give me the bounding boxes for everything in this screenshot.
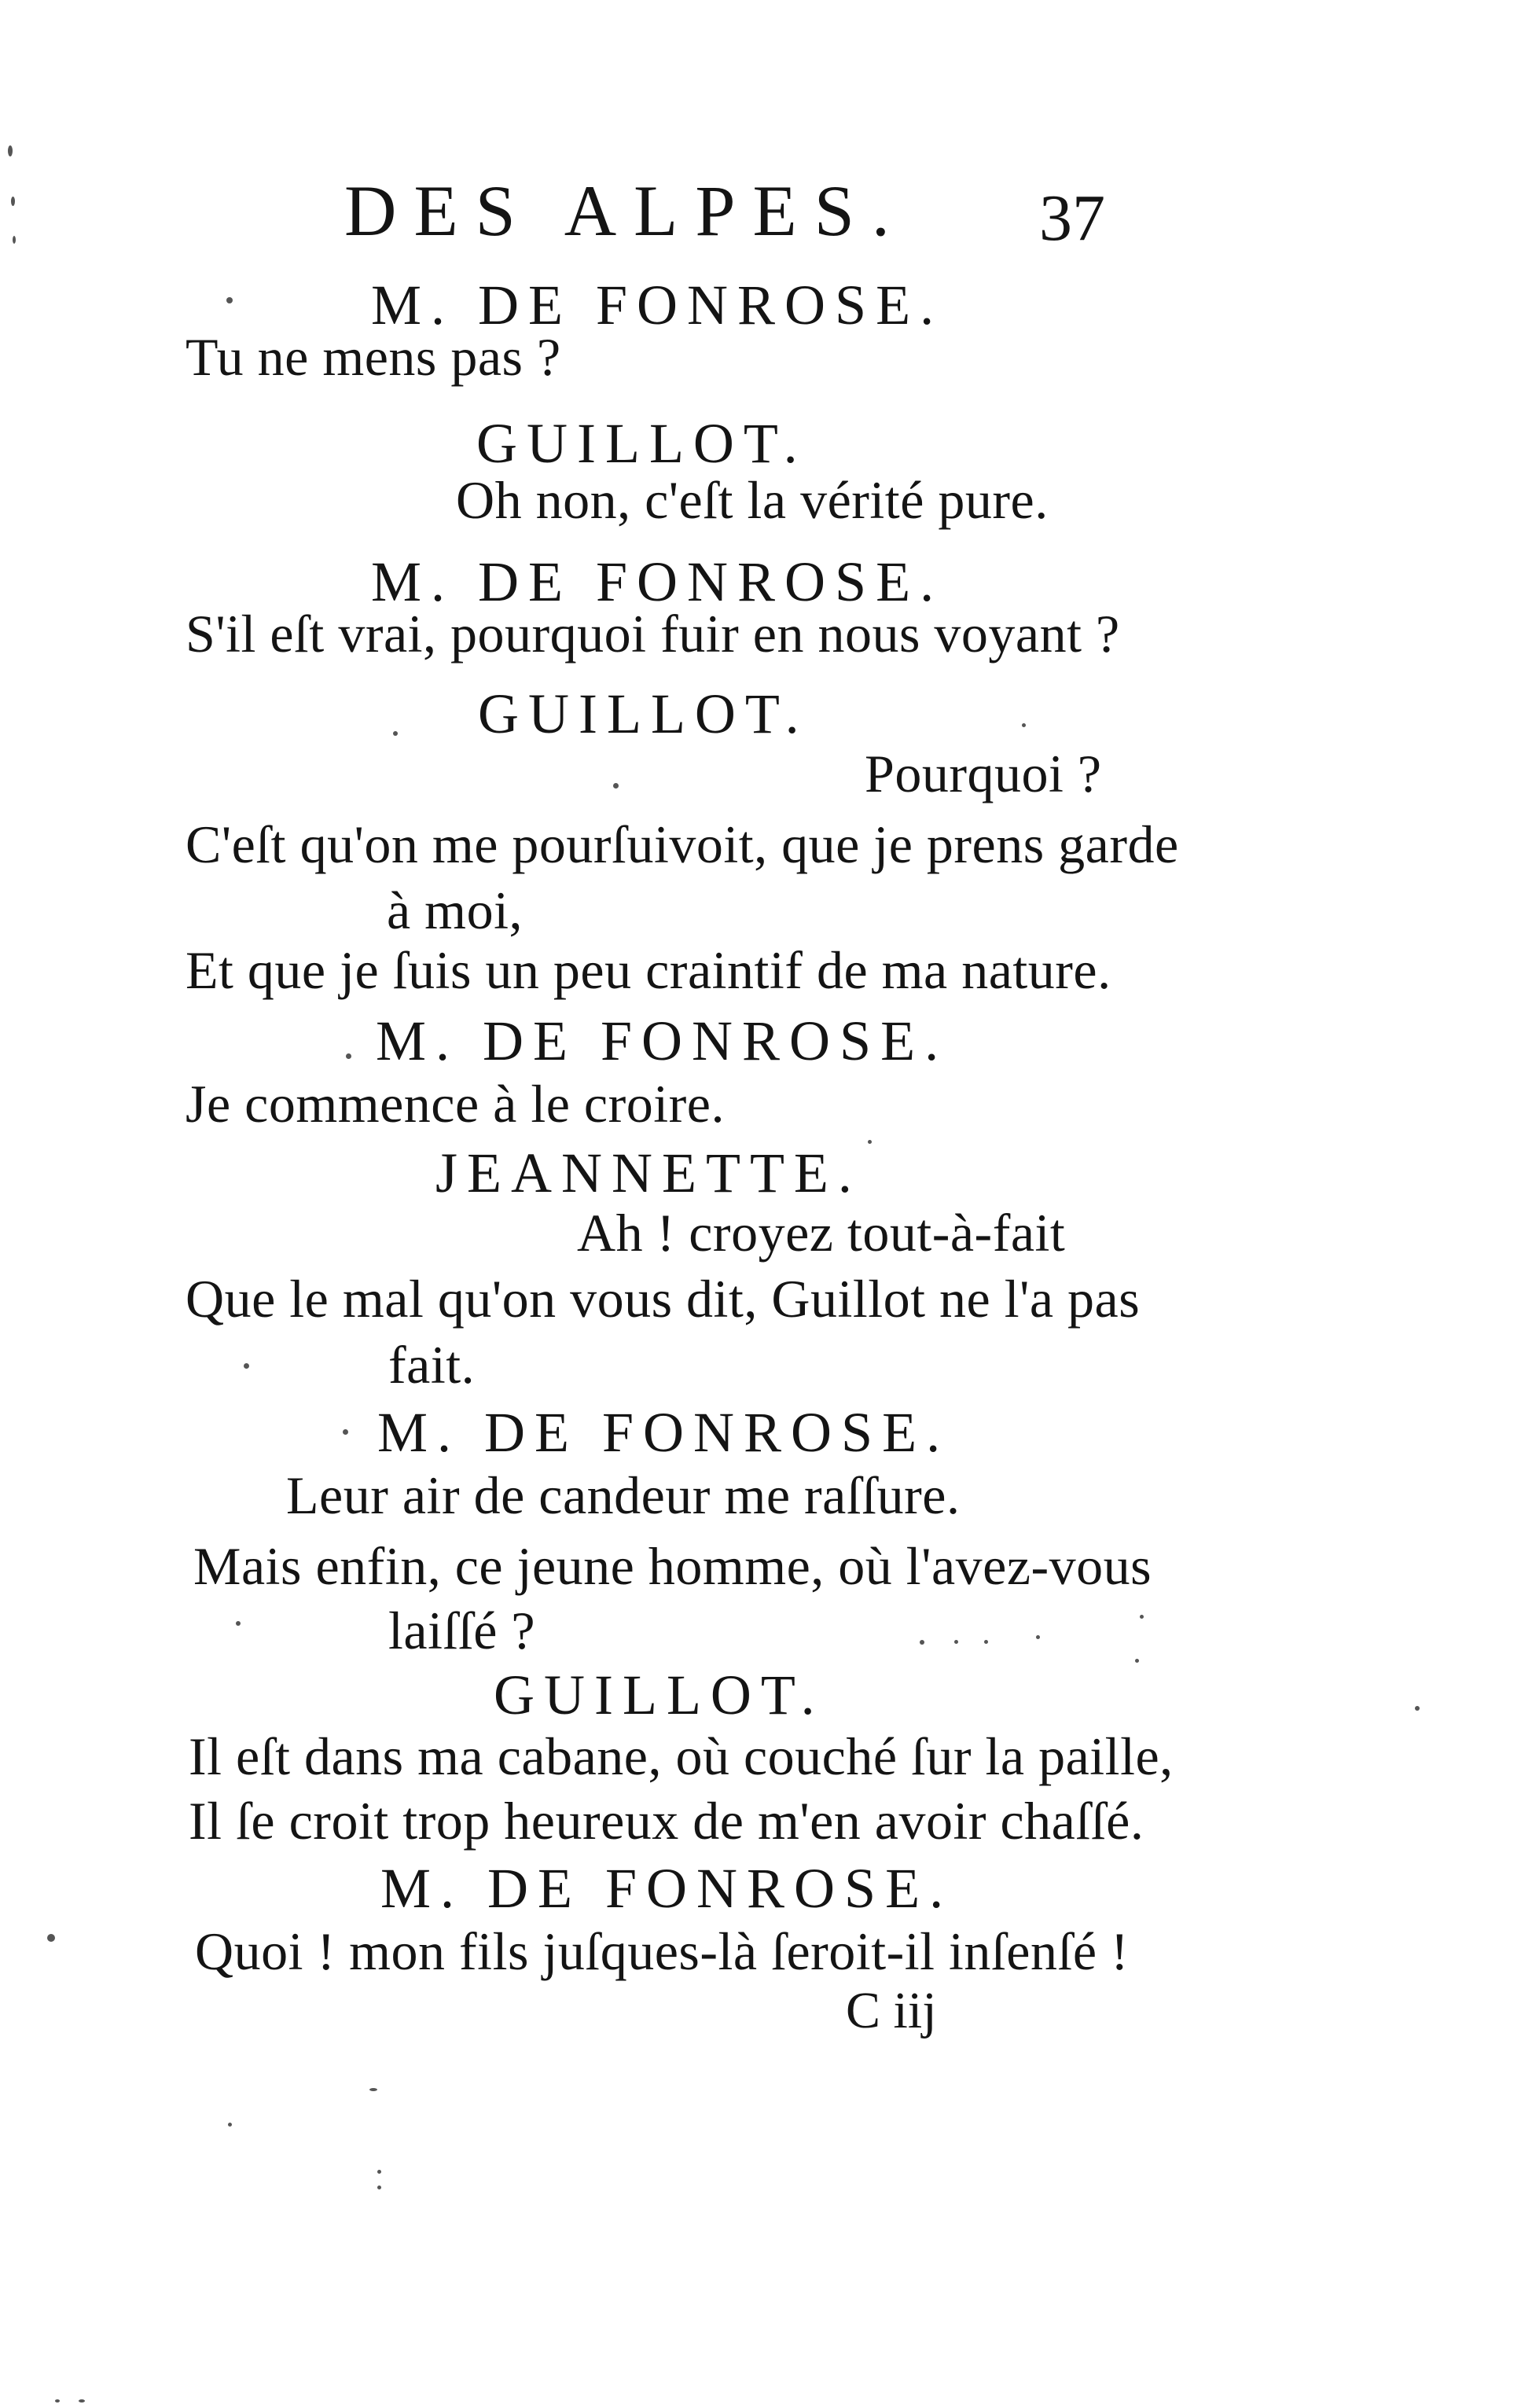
speaker-name: M. DE FONROSE. xyxy=(376,1009,949,1072)
scan-speck xyxy=(984,1640,988,1644)
scan-speck xyxy=(868,1140,872,1144)
verse-line: fait. xyxy=(388,1335,476,1395)
verse-line: Ah ! croyez tout-à-fait xyxy=(577,1203,1066,1263)
verse-line: Mais enfin, ce jeune homme, où l'avez-vous xyxy=(193,1536,1152,1596)
verse-line: C'eſt qu'on me pourſuivoit, que je prens garde xyxy=(186,814,1179,874)
running-title: DES ALPES. xyxy=(344,171,907,251)
scan-speck xyxy=(1415,1706,1420,1711)
scan-speck xyxy=(377,2170,381,2174)
verse-line: Oh non, c'eſt la vérité pure. xyxy=(456,470,1049,530)
scan-speck xyxy=(1140,1615,1144,1619)
scan-speck xyxy=(1022,723,1026,727)
scan-speck xyxy=(346,1053,351,1059)
scan-speck xyxy=(1036,1635,1040,1639)
scan-speck xyxy=(954,1640,958,1644)
speaker-name: GUILLOT. xyxy=(478,682,809,745)
speaker-name: GUILLOT. xyxy=(494,1664,825,1726)
page-number: 37 xyxy=(1039,182,1105,255)
verse-line: Tu ne mens pas ? xyxy=(186,327,561,387)
scan-speck xyxy=(236,1621,241,1626)
scan-speck xyxy=(377,2186,381,2189)
scan-speck xyxy=(393,731,398,736)
scan-speck xyxy=(228,2123,232,2127)
scan-speck xyxy=(79,2399,85,2402)
scan-speck xyxy=(13,236,16,244)
scan-speck xyxy=(920,1640,924,1645)
verse-line: Pourquoi ? xyxy=(865,744,1102,803)
verse-line: Quoi ! mon fils juſques-là ſeroit-il inſenſé ! xyxy=(195,1921,1130,1981)
scan-speck xyxy=(244,1363,249,1369)
speaker-name: M. DE FONROSE. xyxy=(380,1857,953,1920)
scan-speck xyxy=(613,783,619,789)
verse-line: à moi, xyxy=(387,880,523,940)
speaker-name: M. DE FONROSE. xyxy=(377,1401,950,1464)
scan-speck xyxy=(1135,1659,1139,1663)
verse-line: Il eſt dans ma cabane, où couché ſur la paille, xyxy=(189,1726,1174,1786)
scan-speck xyxy=(369,2088,377,2091)
speaker-name: JEANNETTE. xyxy=(435,1142,862,1204)
verse-line: Leur air de candeur me raſſure. xyxy=(286,1465,961,1525)
scan-speck xyxy=(8,145,13,156)
scan-speck xyxy=(47,1934,55,1942)
verse-line: Que le mal qu'on vous dit, Guillot ne l'a pas xyxy=(186,1269,1141,1329)
speaker-name: GUILLOT. xyxy=(476,412,807,475)
verse-line: Et que je ſuis un peu craintif de ma nature. xyxy=(186,940,1111,1000)
signature-mark: C iij xyxy=(846,1982,937,2039)
verse-line: Il ſe croit trop heureux de m'en avoir chaſſé. xyxy=(189,1791,1144,1851)
scan-speck xyxy=(11,197,15,206)
scan-speck xyxy=(55,2399,60,2402)
scan-speck xyxy=(226,297,233,303)
verse-line: S'il eſt vrai, pourquoi fuir en nous voyant ? xyxy=(186,604,1120,664)
verse-line: laiſſé ? xyxy=(388,1601,536,1660)
verse-line: Je commence à le croire. xyxy=(186,1074,725,1134)
speaker-name: M. DE FONROSE. xyxy=(371,274,944,336)
scan-speck xyxy=(343,1429,348,1435)
speaker-name: M. DE FONROSE. xyxy=(371,550,944,613)
